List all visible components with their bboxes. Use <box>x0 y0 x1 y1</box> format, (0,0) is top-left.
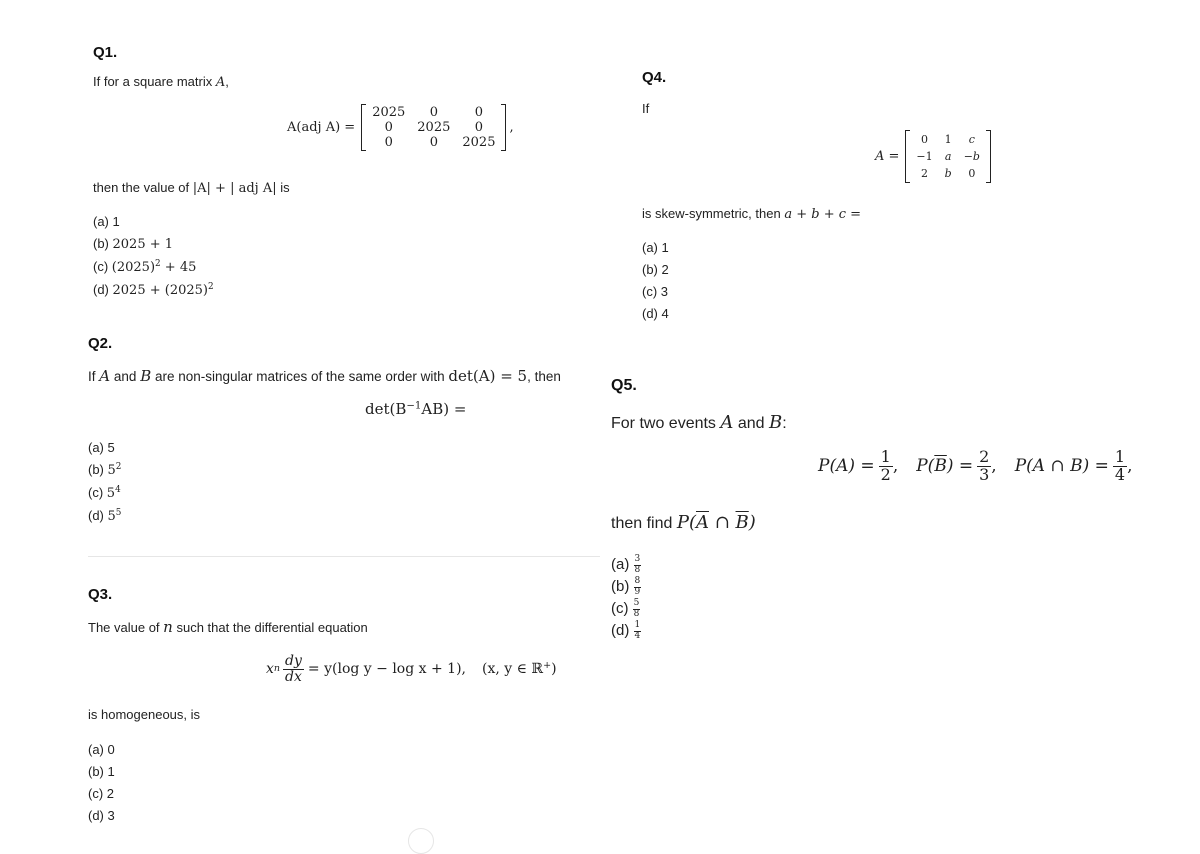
q1-matrix-cell: 0 <box>474 120 484 135</box>
q3-option-d[interactable] <box>88 805 115 827</box>
option-label: (b) <box>88 764 104 779</box>
option-exponent: 2 <box>207 282 214 293</box>
option-text: 1 <box>112 214 120 229</box>
q2-option-b[interactable] <box>88 459 121 482</box>
option-label: (d) <box>611 622 630 639</box>
q3-options <box>88 739 115 827</box>
option-text <box>113 283 214 298</box>
q4-matrix-cell: −1 <box>916 150 933 163</box>
option-text: 2 <box>661 262 669 277</box>
q5-find-b: $\overline{B}$ <box>735 512 749 533</box>
option-text: 2025 + 1 <box>112 237 174 252</box>
q4-option-a[interactable] <box>642 237 669 259</box>
q2-display-sup: −1 <box>406 400 422 412</box>
q5-find-pre: P( <box>676 512 696 533</box>
q5-sep-comma: , <box>892 456 899 477</box>
q5-p2-post: ) = <box>946 456 974 477</box>
q5-options <box>611 554 641 642</box>
q1-option-d[interactable] <box>93 279 214 302</box>
option-base: 5 <box>107 463 116 478</box>
q5-colon: : <box>782 415 787 432</box>
q1-option-c[interactable] <box>93 256 214 279</box>
q4-lhs: A = <box>875 149 900 164</box>
q4-matrix-cell: 1 <box>944 133 952 146</box>
option-exponent: 5 <box>115 508 122 519</box>
q1-comma: , <box>225 74 229 89</box>
q4-matrix-cell: −b <box>963 150 980 163</box>
frac-denominator: 8 <box>633 608 640 619</box>
option-text <box>107 486 121 501</box>
q3-eq-x: x <box>266 661 274 678</box>
option-label: (c) <box>93 259 109 274</box>
option-text: 0 <box>107 742 115 757</box>
q4-matrix-cell: 0 <box>921 133 929 146</box>
q5-p2-lhs <box>916 456 973 476</box>
q5-p2-pre: P( <box>916 456 935 477</box>
option-text: 4 <box>661 306 669 321</box>
q2-var-b: B <box>140 367 152 385</box>
q4-matrix-cell: b <box>944 167 952 180</box>
q2-display-equation <box>365 400 466 418</box>
q5-display-probabilities <box>818 449 1132 484</box>
option-text: 1 <box>107 764 115 779</box>
option-label: (b) <box>642 262 658 277</box>
q4-matrix-cell: a <box>944 150 952 163</box>
option-base: 5 <box>106 486 116 501</box>
q3-outro: is homogeneous, is <box>88 707 201 722</box>
option-label: (c) <box>88 485 104 500</box>
q4-intro: If <box>642 101 650 116</box>
option-text: 5 <box>107 440 115 455</box>
option-label: (a) <box>611 556 630 573</box>
q5-p3-lhs: P(A ∩ B) = <box>1014 456 1109 477</box>
option-label: (c) <box>642 284 658 299</box>
q1-matrix-cell: 0 <box>384 135 393 150</box>
q5-find-cap: ∩ <box>708 512 736 533</box>
option-label: (a) <box>93 214 109 229</box>
q2-options <box>88 437 121 528</box>
q2-var-a: A <box>99 367 111 385</box>
q3-var-n: n <box>163 618 173 636</box>
q5-var-a: A <box>720 412 734 433</box>
q5-sep-comma: , <box>991 456 997 477</box>
q5-option-b[interactable] <box>611 576 641 598</box>
q1-intro-text: If for a square matrix <box>93 74 213 89</box>
frac-denominator: 8 <box>634 564 641 575</box>
q5-intro-prefix: For two events <box>611 415 716 432</box>
frac-denominator: 2 <box>880 464 891 484</box>
q5-p1-frac <box>879 449 893 484</box>
option-fraction <box>634 621 642 641</box>
frac-numerator: 8 <box>634 576 641 587</box>
option-exponent: 2 <box>115 462 122 473</box>
option-label: (d) <box>88 808 104 823</box>
option-text: 2 <box>106 786 115 801</box>
q1-intro <box>93 74 229 90</box>
q2-heading: Q2. <box>88 335 113 352</box>
option-fraction <box>634 555 642 575</box>
q1-matrix-cell: 0 <box>429 135 438 150</box>
q3-option-b[interactable] <box>88 761 115 783</box>
q3-domain-sup: + <box>543 659 552 671</box>
q3-option-c[interactable] <box>88 783 115 805</box>
q3-domain-post: ) <box>551 661 557 678</box>
q2-display-post: AB) = <box>421 400 467 418</box>
frac-numerator: 1 <box>634 620 641 631</box>
option-label: (c) <box>611 600 629 617</box>
q1-matrix-cell: 2025 <box>372 105 406 120</box>
q3-derivative-denominator: dx <box>285 668 302 685</box>
circle-icon <box>408 828 434 854</box>
option-label: (b) <box>93 236 109 251</box>
q2-option-d[interactable] <box>88 505 121 528</box>
q5-find-prefix: then find <box>611 515 673 532</box>
option-text <box>108 463 122 478</box>
q4-option-d[interactable] <box>642 303 669 325</box>
option-label: (d) <box>93 282 109 297</box>
frac-numerator: 2 <box>979 447 990 466</box>
frac-denominator: 9 <box>634 586 641 597</box>
q3-intro-prefix: The value of <box>88 620 160 635</box>
option-base: (2025) <box>111 260 156 275</box>
q3-derivative <box>283 654 304 684</box>
frac-numerator: 1 <box>1114 447 1126 466</box>
section-divider <box>88 556 600 557</box>
q1-ask-expr: |A| + | adj A| <box>192 181 277 196</box>
q1-matrix-cell: 2025 <box>462 135 496 150</box>
q5-p2-var: $\overline{B}$ <box>934 456 947 477</box>
frac-numerator: 1 <box>880 447 891 466</box>
q1-var-a: A <box>215 75 226 90</box>
q1-matrix-cell: 0 <box>474 105 484 120</box>
q3-derivative-numerator: dy <box>285 653 302 669</box>
q1-matrix-cell: 0 <box>384 120 393 135</box>
option-label: (d) <box>642 306 658 321</box>
option-fraction <box>634 577 642 597</box>
q5-find-post: ) <box>748 512 756 533</box>
q4-option-b[interactable] <box>642 259 669 281</box>
option-text <box>108 509 122 524</box>
option-base: 2025 + (2025) <box>112 283 208 298</box>
q1-trailing-comma: , <box>509 120 514 135</box>
q2-prefix: If <box>88 369 96 384</box>
q4-condition <box>642 206 861 222</box>
q2-statement <box>88 367 561 385</box>
q5-option-c[interactable] <box>611 598 641 620</box>
option-text <box>112 260 197 275</box>
q4-matrix-cell: c <box>968 133 975 146</box>
q5-find <box>611 512 756 533</box>
option-label: (b) <box>88 462 104 477</box>
q5-p2-frac <box>977 449 991 484</box>
q3-domain-pre: (x, y ∈ ℝ <box>482 661 544 678</box>
q4-heading: Q4. <box>642 69 667 86</box>
q1-question <box>93 180 290 196</box>
q3-heading: Q3. <box>88 586 113 603</box>
q1-ask-prefix: then the value of <box>93 180 190 195</box>
option-label: (a) <box>88 440 104 455</box>
frac-numerator: 5 <box>633 598 640 609</box>
q5-option-d[interactable] <box>611 620 641 642</box>
option-text: 3 <box>107 808 115 823</box>
q3-option-a[interactable] <box>88 739 115 761</box>
q5-find-expr <box>677 512 756 533</box>
q1-matrix-cell: 2025 <box>417 120 451 135</box>
q5-sep-comma: , <box>1127 456 1133 477</box>
option-label: (a) <box>642 240 658 255</box>
q2-option-c[interactable] <box>88 482 121 505</box>
q3-eq-domain <box>482 661 557 677</box>
q2-display-pre: det(B <box>365 400 407 418</box>
q1-lhs: A(adj A) = <box>287 120 356 135</box>
frac-denominator: 4 <box>1114 464 1126 484</box>
q2-suffix: , then <box>527 369 561 384</box>
option-label: (c) <box>88 786 104 801</box>
option-fraction <box>633 599 641 619</box>
q1-options <box>93 211 214 302</box>
option-label: (b) <box>611 578 630 595</box>
q1-matrix <box>361 104 506 151</box>
option-label: (d) <box>88 508 104 523</box>
q1-ask-suffix: is <box>280 180 290 195</box>
q5-var-b: B <box>769 412 783 433</box>
option-base: 5 <box>107 509 116 524</box>
q2-mid: are non-singular matrices of the same order with <box>154 369 445 384</box>
q5-heading: Q5. <box>611 377 637 394</box>
option-label: (a) <box>88 742 104 757</box>
frac-denominator: 3 <box>979 464 990 484</box>
q4-options <box>642 237 669 325</box>
q1-option-b[interactable] <box>93 233 214 256</box>
q5-option-a[interactable] <box>611 554 641 576</box>
option-exponent: 2 <box>155 259 161 270</box>
q1-option-a[interactable] <box>93 211 214 233</box>
q4-display-equation <box>875 130 991 183</box>
q4-cond-prefix: is skew-symmetric, then <box>642 206 781 221</box>
q4-matrix <box>905 130 991 183</box>
q5-p1-lhs: P(A) = <box>818 456 875 477</box>
q2-and: and <box>113 369 137 384</box>
q3-eq-rhs: = y(log y − log x + 1), <box>307 661 466 678</box>
q1-matrix-cell: 0 <box>429 105 438 120</box>
q1-heading: Q1. <box>93 44 118 61</box>
frac-denominator: 4 <box>634 630 641 641</box>
q5-p3-frac <box>1113 449 1127 484</box>
q5-intro <box>611 412 787 433</box>
q4-option-c[interactable] <box>642 281 669 303</box>
q4-cond-expr: a + b + c = <box>784 207 862 222</box>
q5-and: and <box>737 415 765 432</box>
q3-intro <box>88 618 368 636</box>
q2-option-a[interactable] <box>88 437 121 459</box>
frac-numerator: 3 <box>634 554 641 565</box>
option-exponent: 4 <box>115 485 121 496</box>
option-rest: + 45 <box>160 260 197 275</box>
q1-display-equation <box>287 104 514 151</box>
q5-find-a: $\overline{A}$ <box>695 512 709 533</box>
q3-intro-suffix: such that the differential equation <box>176 620 368 635</box>
option-text: 3 <box>660 284 669 299</box>
q3-display-equation: x n $\frac{dy}{dx}$ = y(log y − log x + 1), (x, y ∈ ℝ+) <box>266 653 557 685</box>
q4-matrix-cell: 2 <box>921 167 929 180</box>
q4-matrix-cell: 0 <box>968 167 976 180</box>
option-text: 1 <box>661 240 669 255</box>
q2-det-expr: det(A) = 5 <box>448 367 528 385</box>
